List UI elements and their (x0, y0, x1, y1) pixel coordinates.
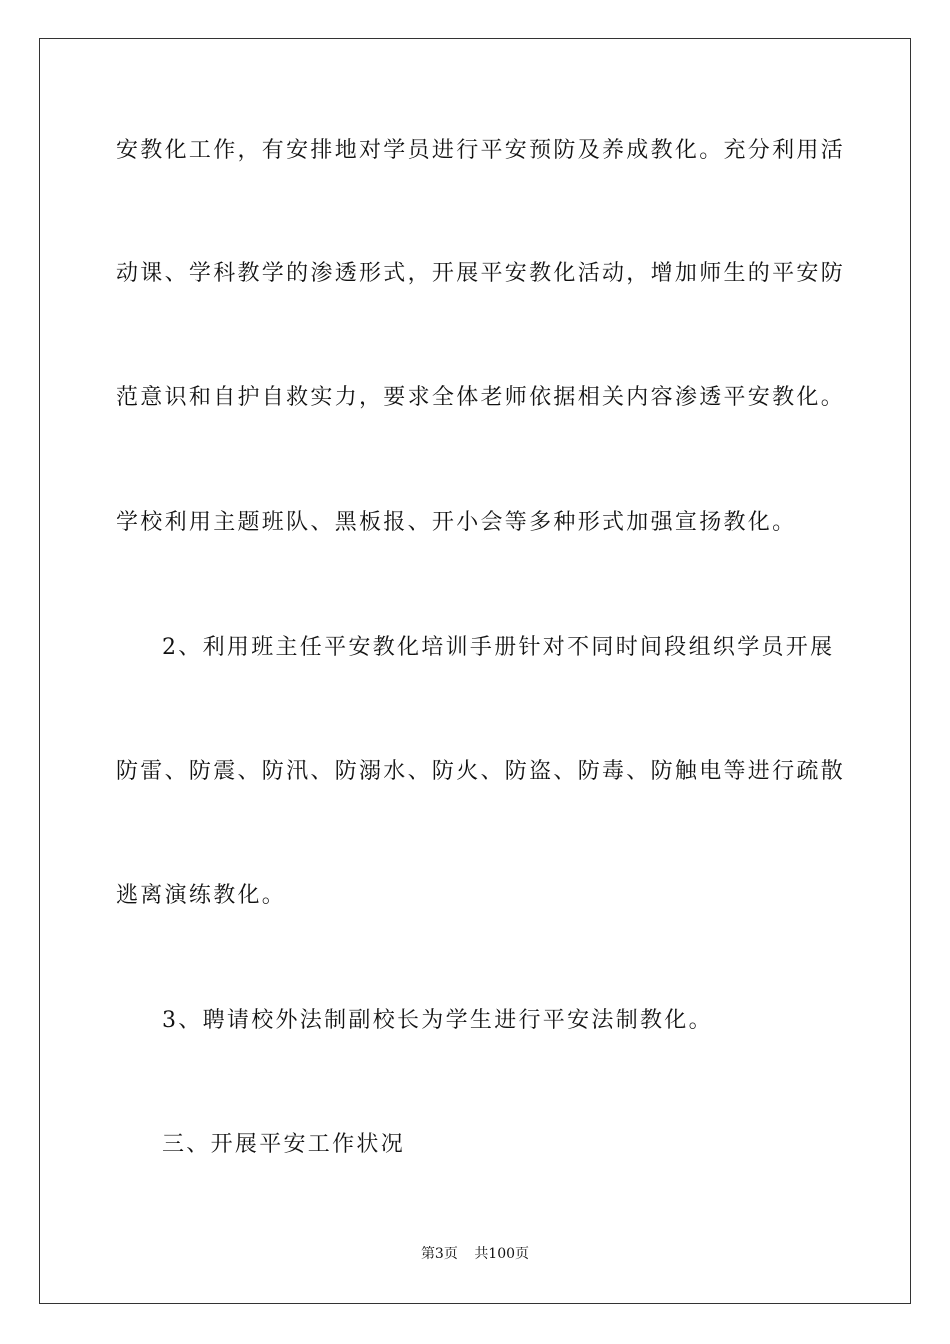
body-line-5: 2、利用班主任平安教化培训手册针对不同时间段组织学员开展 (162, 635, 835, 660)
body-line-7: 逃离演练教化。 (116, 883, 287, 908)
body-line-2: 动课、学科教学的渗透形式，开展平安教化活动，增加师生的平安防 (116, 261, 846, 286)
body-line-4: 学校利用主题班队、黑板报、开小会等多种形式加强宣扬教化。 (116, 510, 797, 535)
page-frame (39, 38, 911, 1304)
body-line-1: 安教化工作，有安排地对学员进行平安预防及养成教化。充分利用活 (116, 138, 846, 163)
page-total: 共100页 (474, 1246, 530, 1262)
body-line-3: 范意识和自护自救实力，要求全体老师依据相关内容渗透平安教化。 (116, 385, 846, 410)
page-number: 第3页 (420, 1246, 458, 1262)
body-line-8: 3、聘请校外法制副校长为学生进行平安法制教化。 (162, 1008, 713, 1033)
body-line-6: 防雷、防震、防汛、防溺水、防火、防盗、防毒、防触电等进行疏散 (116, 759, 846, 784)
section-heading: 三、开展平安工作状况 (162, 1132, 406, 1157)
page-footer (0, 1244, 950, 1264)
